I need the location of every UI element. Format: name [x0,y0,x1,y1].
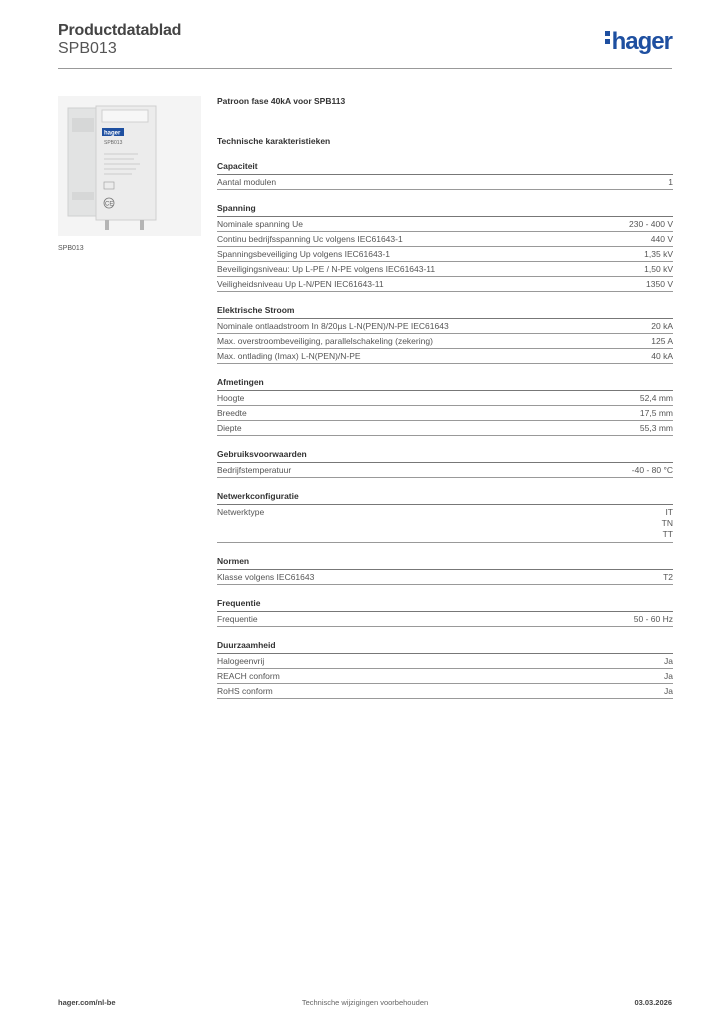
spec-label: Bedrijfstemperatuur [217,465,292,475]
section-title: Elektrische Stroom [217,305,673,319]
spec-row [217,217,673,232]
spec-value: Ja [664,671,673,681]
spec-section-elektrische-stroom [217,305,673,364]
document-title: Productdatablad [58,22,182,39]
spec-row [217,262,673,277]
product-description: Patroon fase 40kA voor SPB113 [217,96,346,106]
spec-value: 55,3 mm [639,423,673,433]
spec-row [217,247,673,262]
spec-section-duurzaamheid [217,640,673,699]
spec-label: Veiligheidsniveau Up L-N/PEN IEC61643-11 [217,279,384,289]
spec-section-normen [217,556,673,585]
spec-row [217,505,673,543]
spec-row [217,612,673,627]
spec-label: Nominale spanning Ue [217,219,303,229]
spec-value: 20 kA [651,321,673,331]
spec-row [217,669,673,684]
image-brand-label: hager [104,130,121,137]
spec-content [217,96,673,712]
page-header [58,22,672,72]
spec-label: Max. overstroombeveiliging, parallelschakeling (zekering) [217,336,433,346]
spec-value: -40 - 80 °C [631,465,673,475]
document-subtitle: SPB013 [58,40,117,57]
spec-value: 1,50 kV [644,264,673,274]
section-title: Capaciteit [217,161,673,175]
spec-value: 40 kA [651,351,673,361]
section-title: Gebruiksvoorwaarden [217,449,673,463]
spec-label: Halogeenvrij [217,656,265,666]
spec-label: Spanningsbeveiliging Up volgens IEC61643-1 [217,249,390,259]
spec-value: T2 [663,572,673,582]
surge-protector-cartridge-image [58,96,201,236]
section-title: Frequentie [217,598,673,612]
spec-row [217,391,673,406]
spec-label: RoHS conform [217,686,273,696]
image-model-label: SPB013 [104,140,123,146]
spec-label: Max. ontlading (Imax) L-N(PEN)/N-PE [217,351,361,361]
section-title: Afmetingen [217,377,673,391]
technical-characteristics-title: Technische karakteristieken [217,136,331,146]
spec-row [217,684,673,699]
spec-value: 440 V [650,234,673,244]
spec-value: 17,5 mm [639,408,673,418]
spec-value: 230 - 400 V [629,219,673,229]
spec-label: Aantal modulen [217,177,277,187]
section-title: Normen [217,556,673,570]
hager-logo[interactable] [605,28,672,56]
spec-section-netwerkconfiguratie [217,491,673,543]
spec-label: Frequentie [217,614,258,624]
spec-row [217,175,673,190]
spec-value: 1350 V [646,279,673,289]
spec-row [217,570,673,585]
spec-value: IT [665,507,673,517]
spec-row [217,349,673,364]
spec-label: Nominale ontlaadstroom In 8/20µs L-N(PEN)/N-PE IEC61643 [217,321,449,331]
spec-label: Hoogte [217,393,245,403]
spec-value: Ja [664,656,673,666]
spec-row [217,277,673,292]
spec-label: Klasse volgens IEC61643 [217,572,315,582]
header-divider [58,68,672,69]
footer-disclaimer: Technische wijzigingen voorbehouden [301,998,429,1007]
spec-row [217,421,673,436]
spec-row [217,654,673,669]
logo-text: hager [611,28,672,55]
spec-row [217,406,673,421]
section-title: Duurzaamheid [217,640,673,654]
spec-label: Continu bedrijfsspanning Uc volgens IEC61643-1 [217,234,403,244]
spec-row [217,319,673,334]
spec-row [217,334,673,349]
section-title: Netwerkconfiguratie [217,491,673,505]
spec-label: Diepte [217,423,242,433]
svg-text:CE: CE [105,201,114,208]
spec-value: Ja [664,686,673,696]
spec-value: 52,4 mm [639,393,673,403]
spec-value: 1,35 kV [644,249,673,259]
footer-website-link[interactable]: hager.com/nl-be [58,998,116,1007]
spec-label: Netwerktype [217,507,265,517]
spec-row [217,232,673,247]
product-image [58,96,201,236]
logo-dots-icon [605,28,610,47]
spec-label: Beveiligingsniveau: Up L-PE / N-PE volgens IEC61643-11 [217,264,436,274]
spec-value: 125 A [651,336,673,346]
spec-label: REACH conform [217,671,280,681]
spec-value: TN [661,518,673,528]
spec-section-frequentie [217,598,673,627]
section-title: Spanning [217,203,673,217]
spec-value-list [662,507,673,540]
product-image-caption: SPB013 [58,245,84,252]
spec-section-afmetingen [217,377,673,436]
spec-value: TT [662,529,673,539]
spec-section-spanning [217,203,673,292]
spec-row [217,463,673,478]
spec-section-gebruiksvoorwaarden [217,449,673,478]
spec-label: Breedte [217,408,247,418]
spec-value: 1 [668,177,673,187]
spec-value: 50 - 60 Hz [633,614,673,624]
spec-section-capaciteit [217,161,673,190]
footer-date: 03.03.2026 [634,998,672,1007]
